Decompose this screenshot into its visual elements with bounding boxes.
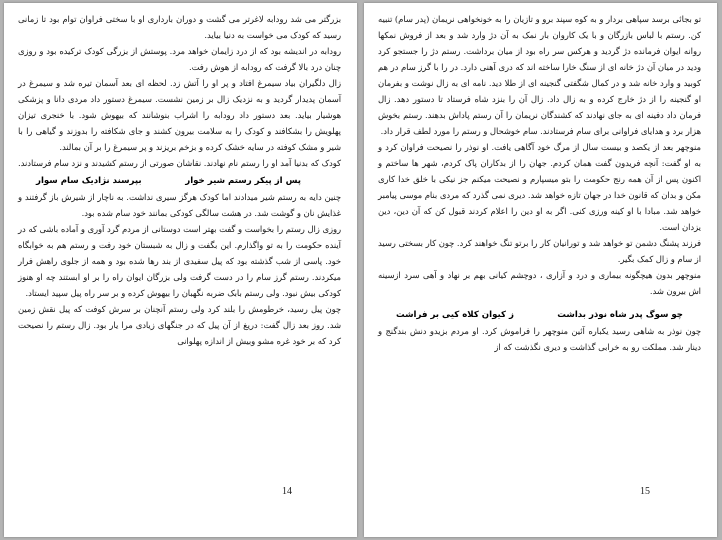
paragraph: بزرگتر می شد رودابه لاغرتر می گشت و دوران بارداری او با سختی فراوان توام بود تا زمانی رسید که کودک می خواست به دنیا بیاید. bbox=[18, 14, 341, 40]
paragraph: تو بجائی برسد سپاهی بردار و به کوه سپند برو و تازیان را به خونخواهی نریمان (پدر سام) تنبیه کن. رستم با لباس بازرگان و با یک کاروان بار نمک به آن دژ وارد شد و بعد از فروش نمکها روانه ایوان فرمانده دژ گردید و هرکس سر راه بود از میان برداشت. رستم دژ را جستجو کرد ودید در میان آن دژ خانه ای از سنگ خارا ساخته اند که دری آهنی دارد. در را با گرز سام در هم کوبید و وارد خانه شد و در کمال شگفتی گنجینه ای از طلا دید. نامه ای به زال نوشت و بفرمان او گنجینه را از دژ خارج کرده و به زال داد. زال آن را بنزد شاه فرستاد تا دستور دهد. زال فرمان داد دفینه ای به جای نهادند که کشندگان نریمان را آن رستم پاداش بدهند. رستم بخوش هزار برد و هدایای فراوانی برای سام فرستادند. سام خوشحال و رستم را مورد لطف قرار داد. bbox=[378, 14, 701, 136]
paragraph: چون پیل رسید، خرطومش را بلند کرد ولی رستم آنچنان بر سرش کوفت که پیل نقش زمین شد. روز بعد زال گفت: دریغ از آن پیل که در جنگهای زیادی مرا یار بود. زال رستم را نصیحت کرد که بر خود غره مشو وبیش از اندازه پهلوانی bbox=[18, 304, 341, 346]
paragraph: رودابه در اندیشه بود که از درد زایمان خواهد مرد. پوستش از بزرگی کودک ترکیده بود و روزی چنان درد بالا گرفت که رودابه از هوش رفت. bbox=[18, 46, 341, 72]
verse-heading-second: ز کیوان کلاه کیی بر فراشت bbox=[396, 310, 514, 320]
paragraph: روزی زال رستم را بخواست و گفت بهتر است دوستانی از مردم گرد آوری و آماده باشی که در آینده حکومت را به تو واگذارم. این بگفت و زال به شبستان خود رفت و رستم هم به خوابگاه خود. پاسی از شب گذشته بود که پیل سفیدی از بند رها شده بود و همه از جلوی راهش فرار میکردند. رستم گرز سام را در دست گرفت ولی بزرگان ایوان راه را بر او ابستند چه او هنوز کودکی بیش نبود. ولی رستم بابک ضربه نگهبان را بیهوش کرده و بر سر راه پیل سپید ایستاد. bbox=[18, 224, 341, 298]
left-page bbox=[4, 3, 357, 537]
paragraph: زال دلگیران بیاد سیمرغ افتاد و پر او را آتش زد. لحظه ای بعد آسمان تیره شد و سیمرغ در آسمان پدیدار گردید و به نزدیک زال بر زمین نشست. سیمرغ دستور داد مردی دانا و پزشکی هوشیار بیاید. بعد دستور داد رودابه را اشراب بنوشانند که بیهوش شود. با خنجری تیزان پهلویش را بشکافند و کودک را به سلامت بیرون کشند و جای شکافته را بدوزند و گیاهی را با شیر و مشک کوفته در سایه خشک کرده و بزخم بریزند و پر سیمرغ را بر آن بمالند. bbox=[18, 78, 341, 152]
left-text-column bbox=[18, 11, 341, 349]
paragraph: فرزند پشنگ دشمن تو خواهد شد و تورانیان کار را برتو تنگ خواهند کرد. چون کار بسختی رسید از سام و زال کمک بگیر. bbox=[378, 238, 701, 264]
paragraph: منوچهر بدون هیچگونه بیماری و درد و آزاری ، دوچشم کیانی بهم بر نهاد و آهی سرد ازسینه اش بیرون شد. bbox=[378, 270, 701, 296]
verse-heading-second: بپرسند نژادیک سام سوار bbox=[36, 176, 142, 186]
paragraph: چنین دایه به رستم شیر میدادند اما کودک هرگز سیری نداشت. به ناچار از شیرش باز گرفتند و غذایش نان و گوشت شد. در هشت سالگی کودکی بمانند خود سام شده بود. bbox=[18, 192, 341, 218]
page-number: 14 bbox=[282, 486, 292, 497]
verse-heading-line bbox=[378, 307, 701, 323]
right-text-column bbox=[378, 11, 701, 355]
page-number: 15 bbox=[640, 486, 650, 497]
verse-heading-first: چو سوگ پدر شاه نوذر بداشت bbox=[557, 310, 683, 320]
verse-heading-first: پس از پیکر رستم شیر خوار bbox=[185, 176, 301, 186]
paragraph: منوچهر بعد از یکصد و بیست سال از مرگ خود آگاهی یافت. او نوذر را نصیحت فراوان کرد و به او گفت: آنچه فریدون گفت همان کردم. جهان را از بدکاران پاک کردم، شهر ها ساختم و اکنون پس از آن همه رنج حکومت را بتو میسپارم و نصیحت میکنم جز نیکی با خلق خدا کاری مکن و بدان که قانون خدا در جهان تازه خواهد شد. دیری نمی گذرد که مردی بنام موسی پیامبر خواهد شد. مبادا با او کینه ورزی کنی. اگر به او دین را اعلام کردند قبول کن که آن دین، دین یزدان است. bbox=[378, 142, 701, 232]
verse-heading-line bbox=[18, 173, 341, 189]
paragraph: چون نوذر به شاهی رسید یکباره آئین منوچهر را فراموش کرد. او مردم بزیدو دنش بندگنج و دینار شد. مملکت رو به خرابی گذاشت و دیری نگذشت که از bbox=[378, 326, 701, 352]
spacer bbox=[378, 299, 701, 307]
paragraph: کودک که بدنیا آمد او را رستم نام نهادند. نقاشان صورتی از رستم کشیدند و نزد سام فرستادند. bbox=[17, 158, 341, 168]
right-page bbox=[364, 3, 717, 537]
